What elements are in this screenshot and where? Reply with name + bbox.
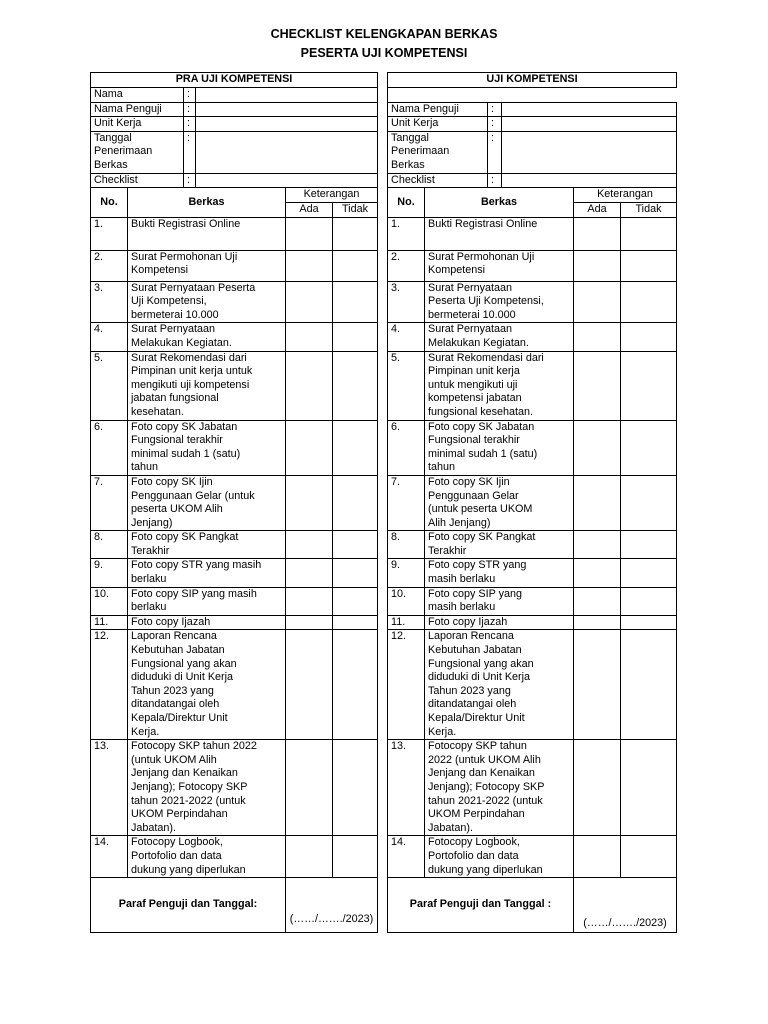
section-uji: UJI KOMPETENSI: [388, 73, 677, 88]
berkas-line: untuk mengikuti uji: [428, 378, 518, 391]
header-berkas-left: Berkas: [128, 188, 286, 217]
berkas-line: Fotocopy Logbook,: [428, 836, 520, 849]
colon: :: [184, 117, 196, 132]
item-no-right: 10.: [388, 587, 425, 615]
ada-checkbox-left[interactable]: [286, 475, 333, 530]
berkas-line: Foto copy SIP yang masih: [131, 587, 257, 600]
berkas-line: Foto copy SK Pangkat: [131, 531, 239, 544]
berkas-line: Surat Permohonan Uji: [131, 250, 238, 263]
berkas-left: [128, 217, 286, 250]
tidak-checkbox-right[interactable]: [621, 559, 677, 587]
label-checklist-left: Checklist: [91, 173, 184, 188]
berkas-line: Jenjang); Fotocopy SKP: [131, 780, 248, 793]
table-row: [91, 475, 677, 530]
ada-checkbox-right[interactable]: [574, 836, 621, 878]
berkas-line: Laporan Rencana: [131, 630, 217, 643]
header-no-left: No.: [91, 188, 128, 217]
item-no-right: 14.: [388, 836, 425, 878]
header-ada-left: Ada: [286, 202, 333, 217]
header-no-right: No.: [388, 188, 425, 217]
berkas-line: UKOM Perpindahan: [428, 808, 525, 821]
item-no-left: 1.: [91, 217, 128, 250]
table-row: [91, 836, 677, 878]
berkas-right: [425, 587, 574, 615]
table-row: [91, 630, 677, 740]
berkas-line: Fungsional yang akan: [131, 657, 237, 670]
berkas-line: Surat Permohonan Uji: [428, 250, 535, 263]
berkas-left: [128, 250, 286, 281]
item-no-right: 2.: [388, 250, 425, 281]
colon: :: [488, 117, 502, 132]
item-no-right: 6.: [388, 420, 425, 475]
berkas-left: [128, 836, 286, 878]
berkas-right: [425, 250, 574, 281]
item-no-right: 1.: [388, 217, 425, 250]
berkas-line: jabatan fungsional: [131, 392, 219, 405]
ada-checkbox-right[interactable]: [574, 323, 621, 351]
berkas-line: (untuk UKOM Alih: [131, 753, 217, 766]
item-no-left: 8.: [91, 531, 128, 559]
item-no-left: 5.: [91, 351, 128, 420]
header-berkas-right: Berkas: [425, 188, 574, 217]
berkas-line: diduduki di Unit Kerja: [131, 671, 234, 684]
identity-table: [90, 72, 677, 188]
berkas-line: Foto copy STR yang: [428, 559, 527, 572]
berkas-left: [128, 475, 286, 530]
berkas-line: Fungsional terakhir: [131, 434, 223, 447]
berkas-line: Portofolio dan data: [131, 849, 222, 862]
berkas-line: minimal sudah 1 (satu): [131, 447, 241, 460]
berkas-line: Jenjang dan Kenaikan: [428, 767, 535, 780]
item-no-left: 14.: [91, 836, 128, 878]
berkas-left: [128, 559, 286, 587]
tidak-checkbox-right[interactable]: [621, 836, 677, 878]
colon: :: [184, 131, 196, 173]
berkas-right: [425, 740, 574, 836]
berkas-right: [425, 217, 574, 250]
berkas-line: Uji Kompetensi,: [131, 295, 207, 308]
berkas-line: tahun: [428, 461, 456, 474]
berkas-line: Kompetensi: [131, 264, 189, 277]
colon: :: [488, 173, 502, 188]
ada-checkbox-left[interactable]: [286, 740, 333, 836]
berkas-line: Bukti Registrasi Online: [428, 217, 538, 230]
paraf-penguji-right: Paraf Penguji dan Tanggal :: [388, 878, 574, 933]
ada-checkbox-left[interactable]: [286, 559, 333, 587]
berkas-line: berlaku: [131, 601, 167, 614]
berkas-line: Pimpinan unit kerja: [428, 365, 520, 378]
berkas-line: Fotocopy Logbook,: [131, 836, 223, 849]
colon: :: [488, 102, 502, 117]
tidak-checkbox-left[interactable]: [333, 836, 378, 878]
berkas-line: Surat Rekomendasi dari: [131, 351, 247, 364]
item-no-left: 4.: [91, 323, 128, 351]
berkas-line: Kepala/Direktur Unit: [131, 712, 228, 724]
berkas-line: ditandatangai oleh: [131, 698, 220, 711]
berkas-line: tahun: [131, 461, 159, 474]
paraf-penguji-left: Paraf Penguji dan Tanggal:: [91, 878, 286, 933]
ada-checkbox-right[interactable]: [574, 217, 621, 250]
tidak-checkbox-left[interactable]: [333, 615, 378, 630]
unit-kerja-right-field[interactable]: [502, 117, 677, 132]
ada-checkbox-left[interactable]: [286, 281, 333, 323]
berkas-line: (untuk peserta UKOM: [428, 503, 533, 516]
ada-checkbox-left[interactable]: [286, 836, 333, 878]
nama-penguji-left-field[interactable]: [196, 102, 378, 117]
table-row: [91, 217, 677, 250]
table-row: [91, 351, 677, 420]
berkas-line: tahun 2021-2022 (untuk: [131, 794, 246, 807]
ada-checkbox-left[interactable]: [286, 587, 333, 615]
berkas-line: Foto copy SK Ijin: [428, 475, 510, 488]
berkas-line: diduduki di Unit Kerja: [428, 671, 531, 684]
berkas-left: [128, 615, 286, 630]
tidak-checkbox-right[interactable]: [621, 420, 677, 475]
berkas-line: Surat Pernyataan: [428, 281, 513, 294]
tidak-checkbox-left[interactable]: [333, 559, 378, 587]
header-ada-right: Ada: [574, 202, 621, 217]
item-no-left: 12.: [91, 630, 128, 740]
berkas-line: Foto copy STR yang masih: [131, 559, 262, 572]
tidak-checkbox-left[interactable]: [333, 351, 378, 420]
colon: :: [184, 102, 196, 117]
berkas-line: Foto copy SK Pangkat: [428, 531, 536, 544]
header-keterangan-right: Keterangan: [574, 188, 677, 203]
berkas-line: bermeterai 10.000: [428, 308, 516, 321]
berkas-left: [128, 587, 286, 615]
tidak-checkbox-left[interactable]: [333, 217, 378, 250]
berkas-line: Jenjang): [131, 516, 173, 529]
berkas-line: dukung yang diperlukan: [428, 863, 543, 876]
label-unit-kerja-left: Unit Kerja: [91, 117, 184, 132]
table-row: [91, 615, 677, 630]
berkas-right: [425, 615, 574, 630]
tidak-checkbox-right[interactable]: [621, 475, 677, 530]
berkas-right: [425, 323, 574, 351]
tidak-checkbox-right[interactable]: [621, 615, 677, 630]
tidak-checkbox-right[interactable]: [621, 587, 677, 615]
tanggal-right-field[interactable]: [502, 131, 677, 173]
item-no-left: 10.: [91, 587, 128, 615]
tidak-checkbox-left[interactable]: [333, 630, 378, 740]
berkas-table: [90, 187, 677, 933]
tidak-checkbox-left[interactable]: [333, 475, 378, 530]
label-checklist-right: Checklist: [388, 173, 488, 188]
checklist-right-field[interactable]: [502, 173, 677, 188]
ada-checkbox-right[interactable]: [574, 587, 621, 615]
tidak-checkbox-left[interactable]: [333, 740, 378, 836]
tidak-checkbox-left[interactable]: [333, 420, 378, 475]
tidak-checkbox-right[interactable]: [621, 250, 677, 281]
label-tanggal-right: Tanggal Penerimaan Berkas: [388, 131, 488, 173]
berkas-right: [425, 475, 574, 530]
berkas-line: Terakhir: [131, 544, 170, 557]
tidak-checkbox-right[interactable]: [621, 630, 677, 740]
berkas-line: Foto copy Ijazah: [131, 615, 211, 628]
tidak-checkbox-right[interactable]: [621, 351, 677, 420]
item-no-right: 5.: [388, 351, 425, 420]
unit-kerja-left-field[interactable]: [196, 117, 378, 132]
berkas-right: [425, 836, 574, 878]
table-row: [91, 420, 677, 475]
berkas-line: Tahun 2023 yang: [131, 684, 214, 697]
paraf-date-right: (……/……./2023): [574, 878, 677, 933]
tidak-checkbox-left[interactable]: [333, 531, 378, 559]
section-pra-uji: PRA UJI KOMPETENSI: [91, 73, 378, 88]
ada-checkbox-right[interactable]: [574, 281, 621, 323]
berkas-line: Tahun 2023 yang: [428, 684, 511, 697]
item-no-right: 7.: [388, 475, 425, 530]
berkas-line: Penggunaan Gelar (untuk: [131, 489, 255, 502]
table-row: [91, 531, 677, 559]
berkas-line: Fotocopy SKP tahun 2022: [131, 740, 257, 753]
berkas-line: Fungsional yang akan: [428, 657, 534, 670]
berkas-left: [128, 420, 286, 475]
item-no-left: 13.: [91, 740, 128, 836]
colon: :: [488, 131, 502, 173]
berkas-line: Foto copy SK Jabatan: [131, 420, 238, 433]
berkas-line: Surat Pernyataan: [428, 323, 513, 336]
berkas-line: Jenjang); Fotocopy SKP: [428, 780, 545, 793]
tidak-checkbox-right[interactable]: [621, 217, 677, 250]
berkas-right: [425, 559, 574, 587]
ada-checkbox-right[interactable]: [574, 630, 621, 740]
ada-checkbox-right[interactable]: [574, 351, 621, 420]
berkas-line: peserta UKOM Alih: [131, 503, 223, 516]
item-no-left: 9.: [91, 559, 128, 587]
berkas-line: Alih Jenjang): [428, 516, 491, 529]
header-tidak-left: Tidak: [333, 202, 378, 217]
ada-checkbox-right[interactable]: [574, 250, 621, 281]
berkas-line: tahun 2021-2022 (untuk: [428, 794, 543, 807]
item-no-left: 2.: [91, 250, 128, 281]
tidak-checkbox-left[interactable]: [333, 250, 378, 281]
ada-checkbox-right[interactable]: [574, 475, 621, 530]
tidak-checkbox-right[interactable]: [621, 531, 677, 559]
berkas-line: Foto copy SIP yang: [428, 587, 523, 600]
item-no-right: 13.: [388, 740, 425, 836]
item-no-right: 11.: [388, 615, 425, 630]
label-nama: Nama: [91, 88, 184, 103]
ada-checkbox-right[interactable]: [574, 559, 621, 587]
berkas-right: [425, 630, 574, 740]
berkas-line: Fotocopy SKP tahun: [428, 740, 527, 753]
berkas-line: Kerja.: [428, 725, 457, 738]
tidak-checkbox-right[interactable]: [621, 740, 677, 836]
colon: :: [184, 88, 196, 103]
berkas-line: Surat Pernyataan: [131, 323, 216, 336]
berkas-line: fungsional kesehatan.: [428, 405, 534, 418]
berkas-line: bermeterai 10.000: [131, 308, 219, 321]
item-no-left: 3.: [91, 281, 128, 323]
tidak-checkbox-left[interactable]: [333, 587, 378, 615]
tidak-checkbox-right[interactable]: [621, 323, 677, 351]
ada-checkbox-left[interactable]: [286, 630, 333, 740]
label-nama-penguji-right: Nama Penguji: [388, 102, 488, 117]
nama-field[interactable]: [196, 88, 378, 103]
berkas-line: Melakukan Kegiatan.: [428, 336, 529, 349]
berkas-line: Penggunaan Gelar: [428, 489, 519, 502]
berkas-line: Surat Pernyataan Peserta: [131, 281, 256, 294]
berkas-line: Kebutuhan Jabatan: [131, 644, 225, 657]
label-tanggal-left: Tanggal Penerimaan Berkas: [91, 131, 184, 173]
ada-checkbox-left[interactable]: [286, 250, 333, 281]
ada-checkbox-left[interactable]: [286, 351, 333, 420]
header-keterangan-left: Keterangan: [286, 188, 378, 203]
berkas-line: masih berlaku: [428, 573, 496, 586]
ada-checkbox-right[interactable]: [574, 531, 621, 559]
berkas-line: Laporan Rencana: [428, 630, 514, 643]
ada-checkbox-right[interactable]: [574, 615, 621, 630]
header-tidak-right: Tidak: [621, 202, 677, 217]
ada-checkbox-right[interactable]: [574, 740, 621, 836]
item-no-left: 11.: [91, 615, 128, 630]
berkas-right: [425, 351, 574, 420]
berkas-left: [128, 323, 286, 351]
berkas-line: Kerja.: [131, 725, 160, 738]
item-no-right: 9.: [388, 559, 425, 587]
berkas-line: Jabatan).: [131, 821, 177, 834]
table-row: [91, 281, 677, 323]
berkas-line: Jenjang dan Kenaikan: [131, 767, 238, 780]
berkas-line: dukung yang diperlukan: [131, 863, 246, 876]
berkas-line: Jabatan).: [428, 821, 474, 834]
item-no-left: 7.: [91, 475, 128, 530]
berkas-right: [425, 531, 574, 559]
berkas-right: [425, 281, 574, 323]
berkas-line: Bukti Registrasi Online: [131, 217, 241, 230]
table-row: [91, 740, 677, 836]
checklist-left-field[interactable]: [196, 173, 378, 188]
ada-checkbox-left[interactable]: [286, 420, 333, 475]
item-no-right: 4.: [388, 323, 425, 351]
berkas-line: Foto copy SK Ijin: [131, 475, 213, 488]
berkas-line: Peserta Uji Kompetensi,: [428, 295, 544, 308]
berkas-line: UKOM Perpindahan: [131, 808, 228, 821]
ada-checkbox-left[interactable]: [286, 531, 333, 559]
paraf-date-left: (……/……./2023): [286, 878, 378, 933]
berkas-line: Kompetensi: [428, 264, 486, 277]
berkas-line: Foto copy Ijazah: [428, 615, 508, 628]
item-no-right: 12.: [388, 630, 425, 740]
tidak-checkbox-left[interactable]: [333, 323, 378, 351]
berkas-line: Surat Rekomendasi dari: [428, 351, 544, 364]
berkas-line: kesehatan.: [131, 405, 184, 418]
berkas-left: [128, 531, 286, 559]
table-row: [91, 587, 677, 615]
tanggal-left-field[interactable]: [196, 131, 378, 173]
label-unit-kerja-right: Unit Kerja: [388, 117, 488, 132]
document-title: CHECKLIST KELENGKAPAN BERKAS: [270, 27, 498, 41]
berkas-line: Kepala/Direktur Unit: [428, 712, 525, 724]
berkas-line: 2022 (untuk UKOM Alih: [428, 753, 541, 766]
ada-checkbox-left[interactable]: [286, 323, 333, 351]
berkas-left: [128, 351, 286, 420]
ada-checkbox-right[interactable]: [574, 420, 621, 475]
berkas-line: mengikuti uji kompetensi: [131, 378, 250, 391]
berkas-line: Melakukan Kegiatan.: [131, 336, 232, 349]
berkas-line: Portofolio dan data: [428, 849, 519, 862]
berkas-line: masih berlaku: [428, 601, 496, 614]
berkas-line: Terakhir: [428, 544, 467, 557]
berkas-line: berlaku: [131, 573, 167, 586]
label-nama-penguji-left: Nama Penguji: [91, 102, 184, 117]
table-row: [91, 323, 677, 351]
tidak-checkbox-right[interactable]: [621, 281, 677, 323]
berkas-line: Fungsional terakhir: [428, 434, 520, 447]
berkas-line: Kebutuhan Jabatan: [428, 644, 522, 657]
table-row: [91, 559, 677, 587]
berkas-right: [425, 420, 574, 475]
berkas-line: kompetensi jabatan: [428, 392, 522, 405]
checklist-form: [90, 72, 676, 933]
berkas-left: [128, 740, 286, 836]
berkas-left: [128, 630, 286, 740]
document-subtitle: PESERTA UJI KOMPETENSI: [300, 46, 468, 60]
item-no-right: 8.: [388, 531, 425, 559]
berkas-left: [128, 281, 286, 323]
nama-penguji-right-field[interactable]: [502, 102, 677, 117]
colon: :: [184, 173, 196, 188]
item-no-left: 6.: [91, 420, 128, 475]
ada-checkbox-left[interactable]: [286, 615, 333, 630]
berkas-line: ditandatangai oleh: [428, 698, 517, 711]
berkas-line: Pimpinan unit kerja untuk: [131, 365, 253, 378]
ada-checkbox-left[interactable]: [286, 217, 333, 250]
table-row: [91, 250, 677, 281]
item-no-right: 3.: [388, 281, 425, 323]
tidak-checkbox-left[interactable]: [333, 281, 378, 323]
berkas-line: minimal sudah 1 (satu): [428, 447, 538, 460]
berkas-line: Foto copy SK Jabatan: [428, 420, 535, 433]
